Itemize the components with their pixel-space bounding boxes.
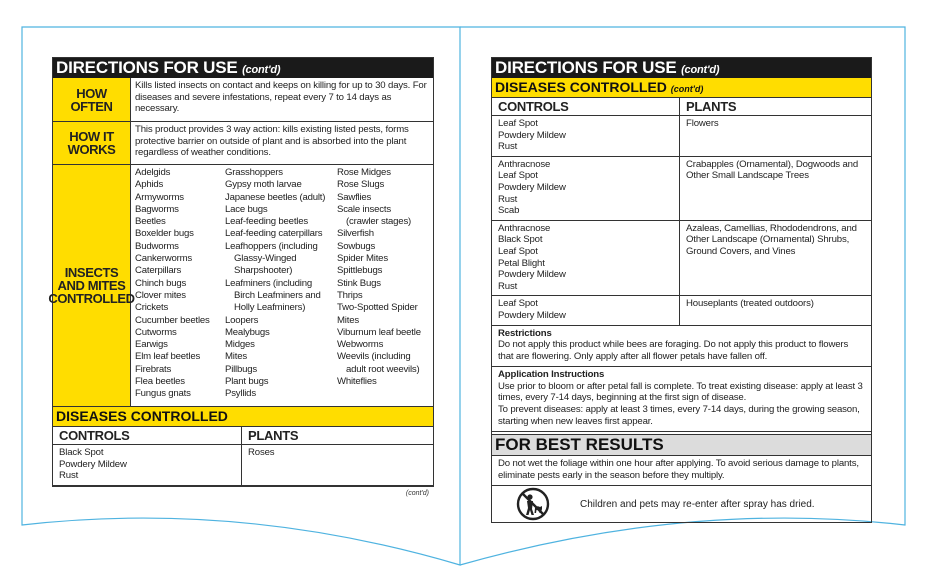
controls-cell: [492, 296, 680, 325]
insect-list-item: Glassy-Winged: [234, 253, 297, 265]
restrictions-text: Do not apply this product while bees are foraging. Do not apply this product to flowers that are flowering. Only apply after all flower petals have fallen off.: [498, 339, 849, 363]
plants-cell: [242, 445, 434, 486]
insect-list-item: Lace bugs: [225, 203, 268, 215]
insect-list-item: Elm leaf beetles: [135, 351, 201, 363]
control-item: Black Spot: [59, 447, 104, 458]
insect-list-item: Crickets: [135, 302, 169, 314]
control-item: Black Spot: [498, 234, 543, 246]
controls-table-row: [53, 445, 433, 486]
insect-list-item: Adelgids: [135, 167, 171, 178]
reentry-note-box: [492, 485, 871, 522]
insect-list-item: Loopers: [225, 314, 259, 326]
insect-list-item: Plant bugs: [225, 376, 269, 388]
controls-cell: [492, 220, 680, 296]
insects-label-line: INSECTS: [64, 265, 119, 280]
insect-list-item: Mites: [225, 351, 247, 363]
left-contd: (cont'd): [405, 490, 429, 497]
right-controls-table: [492, 98, 871, 326]
application-text-prevent: To prevent diseases: apply at least 3 times, every 7-14 days, during the growing season, starting when new leaves first appear.: [498, 404, 860, 428]
control-item: Rust: [498, 141, 518, 153]
control-item: Powdery Mildew: [498, 129, 566, 141]
insect-list-item: Silverfish: [337, 228, 374, 240]
control-item: Powdery Mildew: [498, 269, 566, 281]
best-results-title: FOR BEST RESULTS: [492, 434, 871, 456]
plants-cell: [680, 156, 872, 220]
insect-list-item: Spider Mites: [337, 253, 388, 265]
controls-table-row: [492, 116, 871, 157]
how-it-works-label-line: HOW IT: [69, 129, 114, 144]
control-item: Powdery Mildew: [498, 181, 566, 193]
right-title: [492, 58, 871, 78]
insects-list: [131, 165, 439, 406]
left-title-text: DIRECTIONS FOR USE: [56, 58, 238, 77]
insect-list-item: Two-Spotted Spider: [337, 302, 418, 314]
how-it-works-label-line: WORKS: [67, 142, 116, 157]
insect-list-item: Midges: [225, 339, 255, 351]
how-often-label-line: OFTEN: [70, 98, 113, 114]
insect-list-item: Clover mites: [135, 289, 186, 301]
insect-list-item: Aphids: [135, 179, 164, 191]
how-it-works-label: [53, 122, 131, 164]
plants-cell: [680, 116, 872, 157]
insect-list-item: Rose Slugs: [337, 179, 385, 191]
insect-list-item: Whiteflies: [337, 376, 377, 388]
control-item: Rust: [498, 193, 518, 205]
left-panel: [48, 57, 434, 497]
insects-label-line: CONTROLLED: [48, 291, 135, 306]
insect-list-item: Budworms: [135, 240, 179, 252]
plant-item: Flowers: [686, 118, 719, 129]
insect-list-item: Stink Bugs: [337, 277, 381, 289]
control-item: Powdery Mildew: [498, 309, 566, 321]
right-plants-header: PLANTS: [680, 98, 872, 116]
insect-list-item: Psyllids: [225, 388, 256, 400]
plant-item: Other Landscape (Ornamental) Shrubs,: [686, 234, 850, 246]
plants-cell: [680, 296, 872, 325]
control-item: Rust: [498, 280, 518, 292]
restrictions-block: [492, 326, 871, 367]
plant-item: Azaleas, Camellias, Rhododendrons, and: [686, 222, 857, 234]
insect-list-item: Spittlebugs: [337, 265, 383, 277]
how-often-label-line: HOW: [76, 85, 107, 101]
plant-item: Ground Covers, and Vines: [686, 245, 796, 257]
restrictions-title: Restrictions: [498, 327, 552, 339]
insect-list-item: Leaf-feeding beetles: [225, 216, 308, 228]
plant-item: Houseplants (treated outdoors): [686, 298, 814, 310]
insect-list-item: Leafminers (including: [225, 277, 312, 289]
control-item: Powdery Mildew: [59, 458, 127, 470]
control-item: Leaf Spot: [498, 245, 538, 257]
insect-list-item: Earwigs: [135, 339, 168, 351]
controls-table-row: [492, 296, 871, 325]
plant-item: Crabapples (Ornamental), Dogwoods and: [686, 158, 859, 170]
insects-label-line: AND MITES: [57, 278, 126, 293]
insect-list-item: Mealybugs: [225, 326, 270, 338]
insects-col-1: [135, 167, 225, 404]
left-title-sub: (cont'd): [242, 64, 281, 76]
insect-list-item: adult root weevils): [346, 363, 420, 375]
insects-col-3: [337, 167, 435, 404]
left-plants-header: PLANTS: [242, 427, 434, 445]
insect-list-item: Boxelder bugs: [135, 228, 194, 240]
insect-list-item: Leaf-feeding caterpillars: [225, 228, 323, 240]
insect-list-item: Viburnum leaf beetle: [337, 326, 421, 338]
insect-list-item: Holly Leafminers): [234, 302, 306, 314]
insect-list-item: Firebrats: [135, 363, 172, 375]
how-often-row: [53, 78, 433, 122]
application-text-treat: Use prior to bloom or after petal fall is complete. To treat existing disease: apply at least 3 times, every 7-14 days, beginning at the first sign of disease.: [498, 380, 863, 404]
insect-list-item: Caterpillars: [135, 265, 182, 277]
left-controls-table: [53, 427, 433, 486]
right-panel: [491, 57, 872, 523]
insect-list-item: Gypsy moth larvae: [225, 179, 302, 191]
right-title-sub: (cont'd): [681, 64, 720, 76]
insect-list-item: Flea beetles: [135, 376, 185, 388]
right-controls-header: CONTROLS: [492, 98, 680, 116]
insect-list-item: Thrips: [337, 289, 363, 301]
insect-list-item: Grasshoppers: [225, 167, 283, 178]
how-often-label: [53, 78, 131, 121]
application-block: [492, 367, 871, 432]
controls-cell: [492, 116, 680, 157]
right-diseases-title: [492, 78, 871, 98]
control-item: Rust: [59, 470, 79, 482]
plants-cell: [680, 220, 872, 296]
controls-cell: [492, 156, 680, 220]
insect-list-item: Chinch bugs: [135, 277, 187, 289]
control-item: Anthracnose: [498, 222, 551, 234]
insect-list-item: Sharpshooter): [234, 265, 293, 277]
control-item: Anthracnose: [498, 158, 551, 170]
left-diseases-title: [53, 407, 433, 427]
controls-table-row: [492, 220, 871, 296]
insect-list-item: Mites: [337, 314, 359, 326]
left-title: [53, 58, 433, 78]
insect-list-item: Bagworms: [135, 203, 179, 215]
plant-item: Roses: [248, 447, 275, 458]
right-title-text: DIRECTIONS FOR USE: [495, 58, 677, 77]
insect-list-item: Japanese beetles (adult): [225, 191, 326, 203]
insect-list-item: Armyworms: [135, 191, 184, 203]
insect-list-item: Scale insects: [337, 203, 391, 215]
insect-list-item: Cucumber beetles: [135, 314, 210, 326]
insect-list-item: Weevils (including: [337, 351, 411, 363]
controls-cell: [53, 445, 242, 486]
how-often-text: Kills listed insects on contact and keeps on killing for up to 30 days. For diseases and severe infestations, repeat every 7 to 14 days as necessary.: [135, 80, 427, 114]
insect-list-item: Rose Midges: [337, 167, 391, 178]
insect-list-item: Pillbugs: [225, 363, 257, 375]
control-item: Leaf Spot: [498, 170, 538, 182]
right-diseases-sub: (cont'd): [670, 84, 704, 94]
left-controls-header: CONTROLS: [53, 427, 242, 445]
no-children-pets-icon: [516, 487, 550, 521]
plant-item: Other Small Landscape Trees: [686, 170, 809, 182]
insect-list-item: Webworms: [337, 339, 384, 351]
right-diseases-title-text: DISEASES CONTROLLED: [495, 79, 667, 95]
best-results-text: Do not wet the foliage within one hour after applying. To avoid serious damage to plants, eliminate pests early in the season before they multiply.: [498, 457, 859, 481]
insect-list-item: Cutworms: [135, 326, 177, 338]
how-it-works-row: [53, 122, 433, 165]
insect-list-item: Fungus gnats: [135, 388, 191, 400]
control-item: Leaf Spot: [498, 118, 538, 129]
insect-list-item: Sowbugs: [337, 240, 376, 252]
left-diseases-title-text: DISEASES CONTROLLED: [56, 408, 228, 424]
insects-row: [48, 165, 433, 407]
insect-list-item: Beetles: [135, 216, 166, 228]
insect-list-item: Cankerworms: [135, 253, 192, 265]
control-item: Petal Blight: [498, 257, 545, 269]
insect-list-item: Sawflies: [337, 191, 372, 203]
controls-table-row: [492, 156, 871, 220]
insects-col-2: [225, 167, 337, 404]
insect-list-item: Leafhoppers (including: [225, 240, 318, 252]
reentry-note-text: Children and pets may re-enter after spray has dried.: [580, 498, 815, 510]
insect-list-item: Birch Leafminers and: [234, 289, 321, 301]
control-item: Leaf Spot: [498, 298, 538, 310]
control-item: Scab: [498, 205, 520, 217]
how-it-works-text: This product provides 3 way action: kills existing listed pests, forms protective barrier on outside of plant and is absorbed into the plant regardless of weather conditions.: [135, 124, 409, 158]
application-title: Application Instructions: [498, 368, 605, 380]
insect-list-item: (crawler stages): [346, 216, 412, 228]
insects-label: [48, 165, 135, 406]
